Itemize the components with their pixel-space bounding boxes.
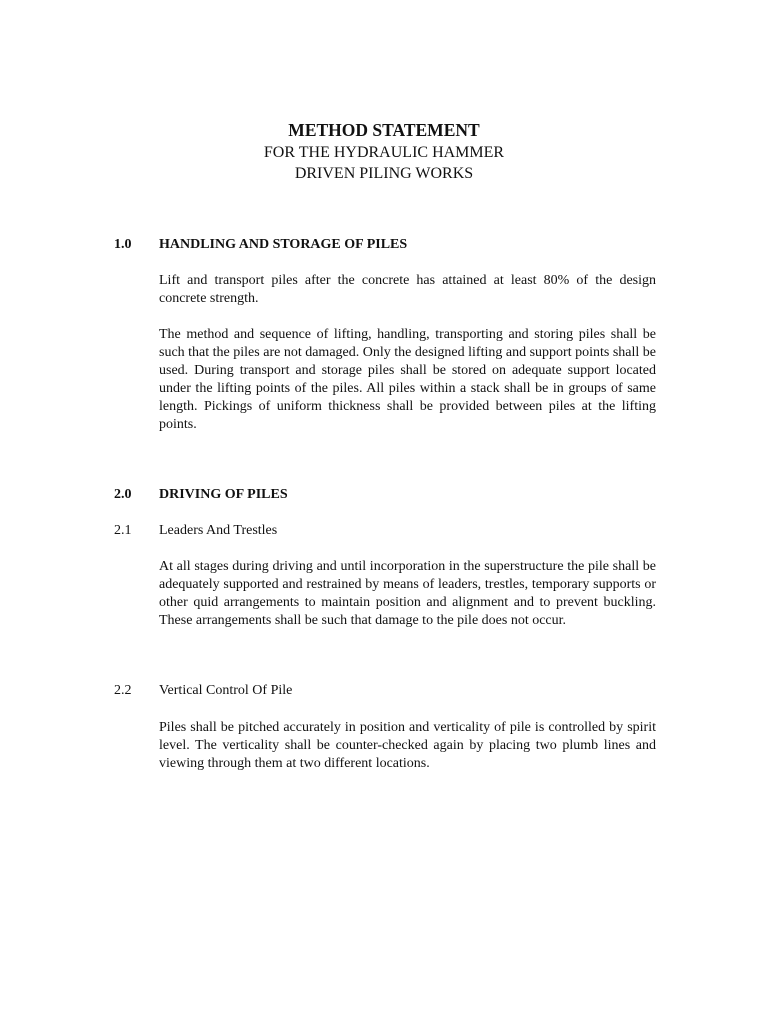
section-heading: HANDLING AND STORAGE OF PILES [159, 237, 408, 252]
section-number: 1.0 [114, 237, 132, 252]
section-heading: DRIVING OF PILES [159, 487, 288, 502]
subsection-heading: Vertical Control Of Pile [159, 683, 293, 698]
section-paragraph: Lift and transport piles after the concrete has attained at least 80% of the design concrete strength. [159, 273, 656, 306]
subsection-number: 2.1 [114, 523, 132, 538]
subsection-number: 2.2 [114, 683, 132, 698]
document-subtitle-line-1: FOR THE HYDRAULIC HAMMER [263, 144, 505, 161]
section-paragraph: The method and sequence of lifting, handling, transporting and storing piles shall be such that the piles are not damaged. Only the designed lifting and support points shall be used. During transport and storage piles shall be stored on adequate support located under the lifting points of the piles. All piles within a stack shall be in groups of same length. Pickings of uniform thickness shall be provided between piles at the lifting points. [159, 327, 656, 432]
subsection-paragraph: Piles shall be pitched accurately in position and verticality of pile is controlled by spirit level. The verticality shall be counter-checked again by placing two plumb lines and viewing through them at two different locations. [159, 720, 656, 771]
document-subtitle-line-2: DRIVEN PILING WORKS [294, 165, 474, 182]
document-title: METHOD STATEMENT [288, 120, 480, 140]
subsection-paragraph: At all stages during driving and until incorporation in the superstructure the pile shall be adequately supported and restrained by means of leaders, trestles, temporary supports or other quid arrangements to maintain position and alignment and to prevent buckling. These arrangements shall be such that damage to the pile does not occur. [159, 559, 656, 628]
title-block [0, 119, 768, 184]
subsection-heading: Leaders And Trestles [159, 523, 278, 538]
section-number: 2.0 [114, 487, 132, 502]
